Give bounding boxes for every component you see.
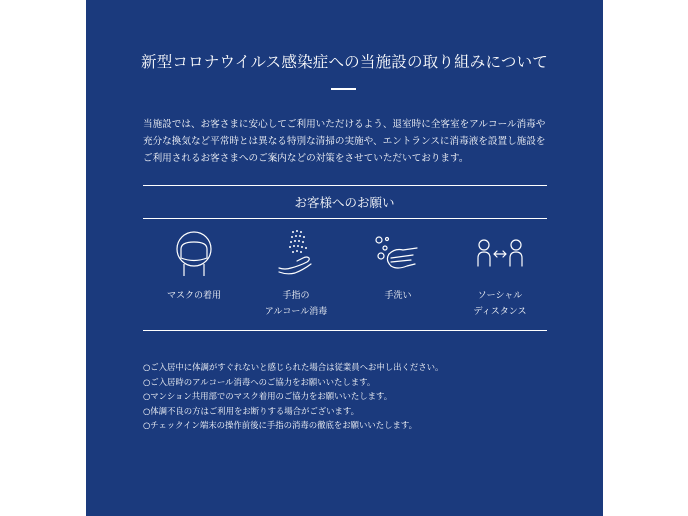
- intro-paragraph: 当施設では、お客さまに安心してご利用いただけるよう、退室時に全客室をアルコール消毒や充分な換気など平常時とは異なる特別な清掃の実施や、エントランスに消毒液を設置し施設をご利用されるお客さまへのご案内などの対策をさせていただいております。: [143, 119, 546, 164]
- request-label-line2: ディスタンス: [473, 307, 527, 317]
- note-item: ○ご入居時のアルコール消毒へのご協力をお願いいたします。: [143, 376, 376, 387]
- divider-top: [143, 185, 547, 186]
- hand-sanitizer-icon: [273, 228, 319, 278]
- page-title: 新型コロナウイルス感染症への当施設の取り組みについて: [141, 53, 548, 71]
- note-item: ○チェックイン端末の操作前後に手指の消毒の徹底をお願いいたします。: [143, 420, 417, 431]
- note-item: ○体調不良の方はご利用をお断りする場合がございます。: [143, 405, 360, 416]
- notes-list: [143, 360, 563, 433]
- hand-washing-icon: [373, 228, 423, 278]
- request-hand-sanitizer: [248, 228, 344, 320]
- request-label-line1: ソーシャル: [477, 291, 523, 301]
- social-distance-icon: [475, 228, 525, 278]
- divider-middle: [143, 218, 547, 219]
- requests-heading: お客様へのお願い: [294, 195, 395, 210]
- note-item: ○マンション共用部でのマスク着用のご協力をお願いいたします。: [143, 391, 393, 402]
- note-item: ○ご入居中に体調がすぐれないと感じられた場合は従業員へお申し出ください。: [143, 362, 444, 372]
- request-label-line1: 手洗い: [384, 291, 412, 301]
- request-label-line1: マスクの着用: [166, 291, 221, 301]
- mask-icon: [171, 228, 217, 278]
- divider-bottom: [143, 330, 547, 331]
- covid-info-panel: [86, 0, 603, 516]
- request-label-line1: 手指の: [282, 291, 310, 301]
- title-underline: [331, 88, 356, 90]
- request-label-line2: アルコール消毒: [264, 307, 328, 317]
- request-social-distance: [452, 228, 548, 320]
- request-mask: [146, 228, 242, 304]
- request-hand-washing: [350, 228, 446, 304]
